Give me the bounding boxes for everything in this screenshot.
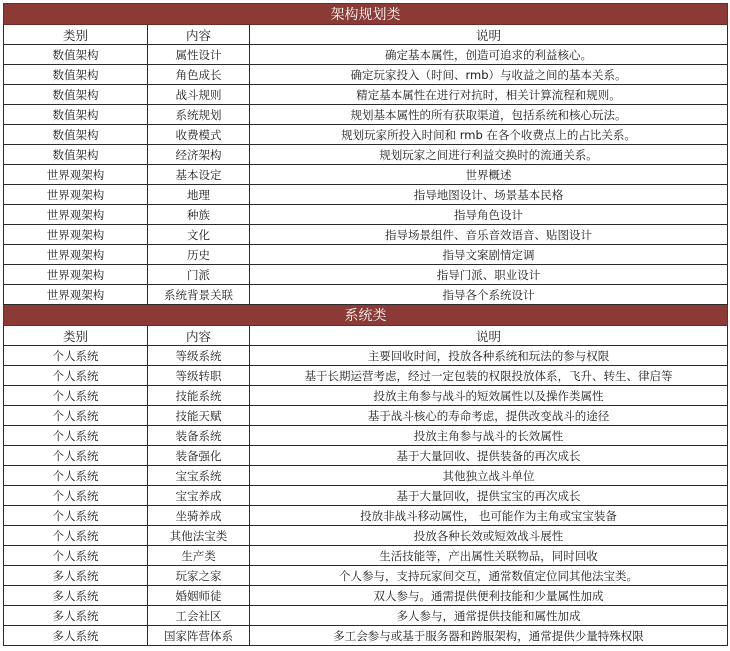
description-cell: 生活技能等，产出属性关联物品，同时回收 xyxy=(250,546,728,566)
category-cell: 个人系统 xyxy=(4,346,148,366)
content-header: 内容 xyxy=(148,326,250,346)
category-header: 类别 xyxy=(4,25,148,45)
table-row xyxy=(4,586,728,606)
description-cell: 确定玩家投入（时间、rmb）与收益之间的基本关系。 xyxy=(250,65,728,85)
category-cell: 多人系统 xyxy=(4,566,148,586)
content-cell: 宝宝系统 xyxy=(148,466,250,486)
category-cell: 个人系统 xyxy=(4,426,148,446)
content-cell: 收费模式 xyxy=(148,125,250,145)
table-row xyxy=(4,626,728,646)
table-row xyxy=(4,65,728,85)
table-row xyxy=(4,125,728,145)
category-cell: 世界观架构 xyxy=(4,265,148,285)
description-header: 说明 xyxy=(250,25,728,45)
content-cell: 地理 xyxy=(148,185,250,205)
category-cell: 世界观架构 xyxy=(4,225,148,245)
description-cell: 指导各个系统设计 xyxy=(250,285,728,305)
planning-table xyxy=(3,3,728,646)
category-cell: 世界观架构 xyxy=(4,245,148,265)
column-header-row xyxy=(4,326,728,346)
table-row xyxy=(4,466,728,486)
content-header: 内容 xyxy=(148,25,250,45)
content-cell: 工会社区 xyxy=(148,606,250,626)
description-cell: 其他独立战斗单位 xyxy=(250,466,728,486)
description-cell: 确定基本属性，创造可追求的利益核心。 xyxy=(250,45,728,65)
category-cell: 个人系统 xyxy=(4,406,148,426)
content-cell: 战斗规则 xyxy=(148,85,250,105)
table-row xyxy=(4,426,728,446)
description-cell: 指导文案剧情定调 xyxy=(250,245,728,265)
section-title: 系统类 xyxy=(4,305,728,326)
content-cell: 历史 xyxy=(148,245,250,265)
content-cell: 经济架构 xyxy=(148,145,250,165)
table-row xyxy=(4,145,728,165)
section-title: 架构规划类 xyxy=(4,4,728,25)
content-cell: 属性设计 xyxy=(148,45,250,65)
description-cell: 规划玩家之间进行利益交换时的流通关系。 xyxy=(250,145,728,165)
category-cell: 世界观架构 xyxy=(4,165,148,185)
category-cell: 数值架构 xyxy=(4,145,148,165)
description-cell: 投放各种长效或短效战斗展性 xyxy=(250,526,728,546)
content-cell: 基本设定 xyxy=(148,165,250,185)
content-cell: 文化 xyxy=(148,225,250,245)
description-cell: 规划玩家所投入时间和 rmb 在各个收费点上的占比关系。 xyxy=(250,125,728,145)
description-cell: 基于大量回收、提供装备的再次成长 xyxy=(250,446,728,466)
content-cell: 门派 xyxy=(148,265,250,285)
content-cell: 装备系统 xyxy=(148,426,250,446)
table-row xyxy=(4,185,728,205)
section-title-row xyxy=(4,305,728,326)
category-cell: 个人系统 xyxy=(4,446,148,466)
table-body xyxy=(4,4,728,646)
table-row xyxy=(4,165,728,185)
table-row xyxy=(4,45,728,65)
content-cell: 种族 xyxy=(148,205,250,225)
description-cell: 多人参与，通常提供技能和属性加成 xyxy=(250,606,728,626)
category-cell: 个人系统 xyxy=(4,546,148,566)
category-cell: 个人系统 xyxy=(4,386,148,406)
category-cell: 个人系统 xyxy=(4,366,148,386)
category-cell: 数值架构 xyxy=(4,65,148,85)
content-cell: 国家阵营体系 xyxy=(148,626,250,646)
content-cell: 宝宝养成 xyxy=(148,486,250,506)
description-cell: 个人参与，支持玩家间交互，通常数值定位同其他法宝类。 xyxy=(250,566,728,586)
description-cell: 指导角色设计 xyxy=(250,205,728,225)
table-row xyxy=(4,285,728,305)
description-cell: 指导门派、职业设计 xyxy=(250,265,728,285)
content-cell: 系统规划 xyxy=(148,105,250,125)
table-row xyxy=(4,105,728,125)
content-cell: 婚姻师徒 xyxy=(148,586,250,606)
table-row xyxy=(4,346,728,366)
table-row xyxy=(4,526,728,546)
category-cell: 数值架构 xyxy=(4,105,148,125)
description-cell: 多工会参与或基于服务器和跨服架构，通常提供少量特殊权限 xyxy=(250,626,728,646)
table-row xyxy=(4,406,728,426)
content-cell: 技能系统 xyxy=(148,386,250,406)
content-cell: 角色成长 xyxy=(148,65,250,85)
category-cell: 个人系统 xyxy=(4,506,148,526)
table-row xyxy=(4,205,728,225)
category-cell: 世界观架构 xyxy=(4,285,148,305)
category-cell: 个人系统 xyxy=(4,486,148,506)
content-cell: 等级系统 xyxy=(148,346,250,366)
category-cell: 数值架构 xyxy=(4,125,148,145)
description-cell: 基于长期运营考虑，经过一定包装的权限投放体系，飞升、转生、律启等 xyxy=(250,366,728,386)
table-row xyxy=(4,566,728,586)
description-header: 说明 xyxy=(250,326,728,346)
category-header: 类别 xyxy=(4,326,148,346)
table-row xyxy=(4,85,728,105)
content-cell: 坐骑养成 xyxy=(148,506,250,526)
content-cell: 生产类 xyxy=(148,546,250,566)
description-cell: 投放主角参与战斗的长效属性 xyxy=(250,426,728,446)
table-row xyxy=(4,506,728,526)
category-cell: 个人系统 xyxy=(4,526,148,546)
description-cell: 投放主角参与战斗的短效属性以及操作类属性 xyxy=(250,386,728,406)
content-cell: 其他法宝类 xyxy=(148,526,250,546)
description-cell: 主要回收时间，投放各种系统和玩法的参与权限 xyxy=(250,346,728,366)
category-cell: 数值架构 xyxy=(4,45,148,65)
description-cell: 指导场景组件、音乐音效语音、贴图设计 xyxy=(250,225,728,245)
description-cell: 指导地图设计、场景基本民格 xyxy=(250,185,728,205)
category-cell: 多人系统 xyxy=(4,586,148,606)
category-cell: 多人系统 xyxy=(4,626,148,646)
description-cell: 双人参与。通需提供便利技能和少量属性加成 xyxy=(250,586,728,606)
description-cell: 规划基本属性的所有获取渠道，包括系统和核心玩法。 xyxy=(250,105,728,125)
content-cell: 装备强化 xyxy=(148,446,250,466)
description-cell: 精定基本属性在进行对抗时，相关计算流程和规则。 xyxy=(250,85,728,105)
category-cell: 世界观架构 xyxy=(4,185,148,205)
description-cell: 世界概述 xyxy=(250,165,728,185)
category-cell: 数值架构 xyxy=(4,85,148,105)
description-cell: 投放非战斗移动属性， 也可能作为主角或宝宝装备 xyxy=(250,506,728,526)
content-cell: 技能天赋 xyxy=(148,406,250,426)
table-row xyxy=(4,265,728,285)
content-cell: 系统背景关联 xyxy=(148,285,250,305)
table-row xyxy=(4,366,728,386)
table-row xyxy=(4,446,728,466)
description-cell: 基于战斗核心的寿命考虑，提供改变战斗的途径 xyxy=(250,406,728,426)
content-cell: 玩家之家 xyxy=(148,566,250,586)
table-row xyxy=(4,225,728,245)
table-row xyxy=(4,486,728,506)
category-cell: 多人系统 xyxy=(4,606,148,626)
table-row xyxy=(4,386,728,406)
description-cell: 基于大量回收，提供宝宝的再次成长 xyxy=(250,486,728,506)
category-cell: 世界观架构 xyxy=(4,205,148,225)
section-title-row xyxy=(4,4,728,25)
content-cell: 等级转职 xyxy=(148,366,250,386)
table-row xyxy=(4,245,728,265)
category-cell: 个人系统 xyxy=(4,466,148,486)
table-row xyxy=(4,546,728,566)
table-row xyxy=(4,606,728,626)
column-header-row xyxy=(4,25,728,45)
